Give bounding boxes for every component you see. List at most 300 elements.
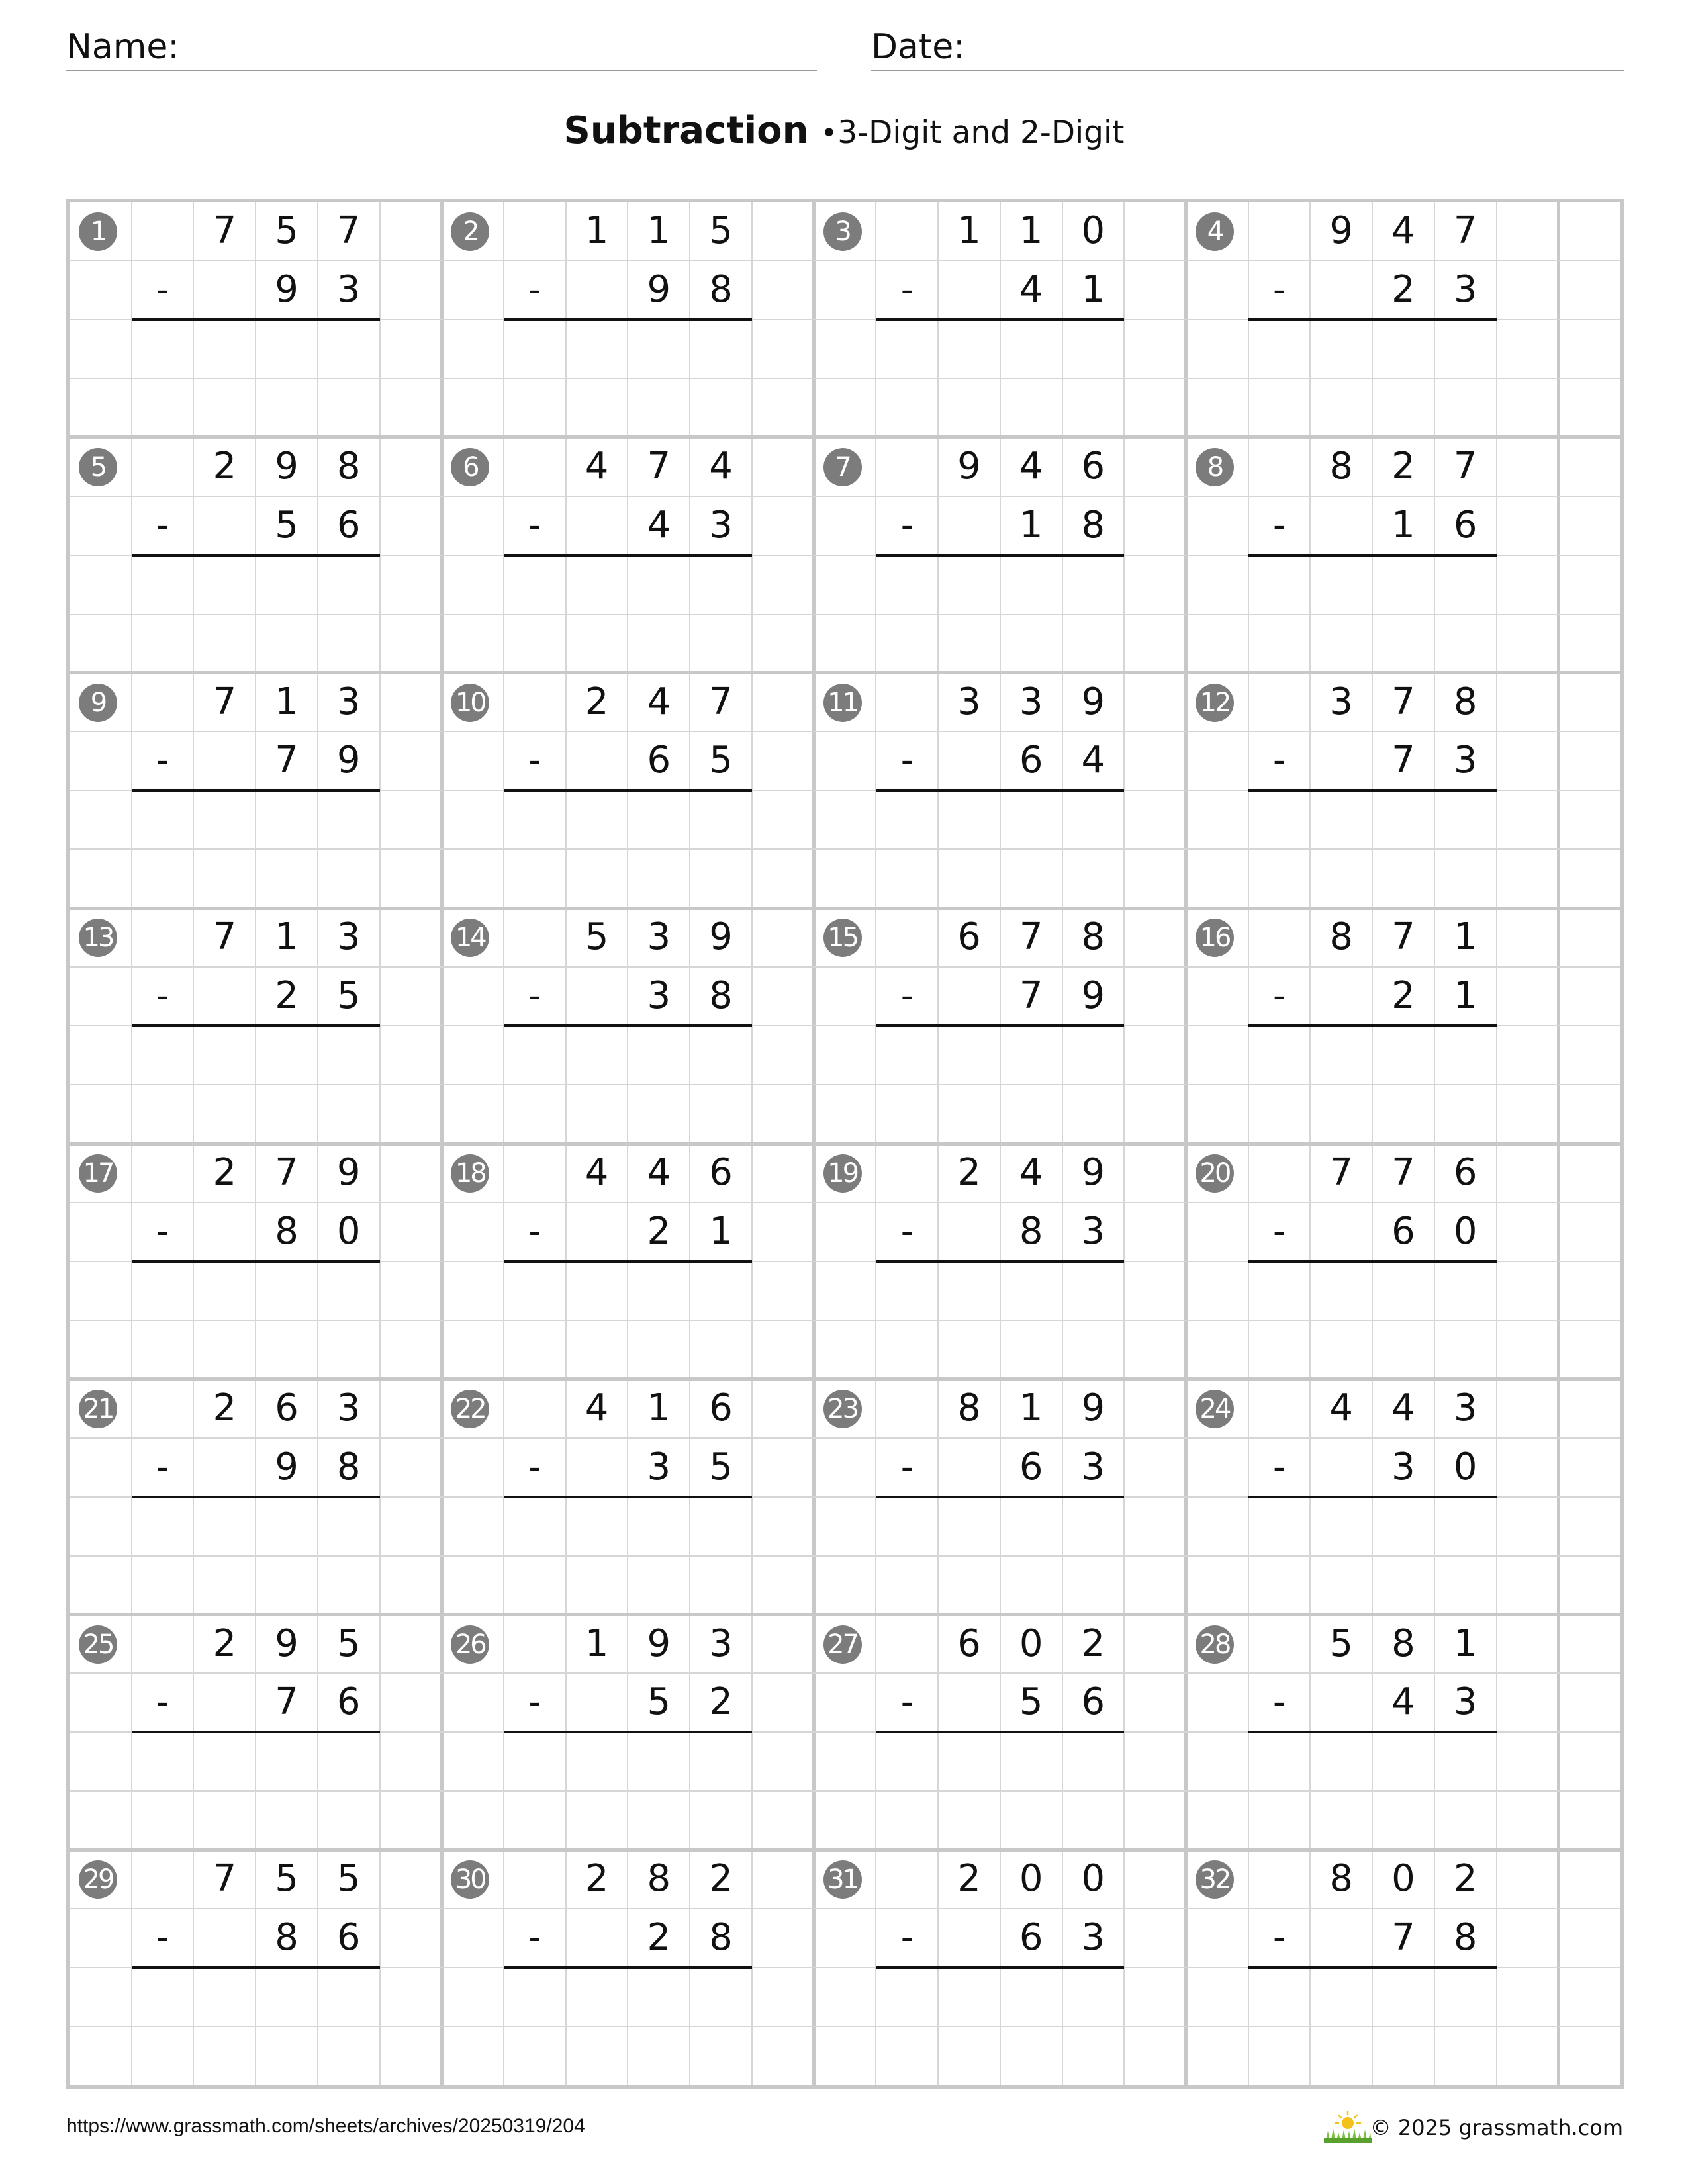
minuend-digit: 7 (275, 1151, 299, 1194)
minuend-digit: 7 (336, 209, 361, 252)
subtrahend-digit: 9 (275, 267, 299, 311)
title-bullet: • (820, 116, 838, 150)
minuend-digit: 2 (212, 1151, 237, 1194)
minuend-digit: 2 (957, 1857, 981, 1901)
minus-sign: - (1273, 1447, 1286, 1487)
problem-number-badge: 1 (79, 212, 117, 251)
minus-sign: - (900, 269, 914, 310)
subtrahend-digit: 9 (336, 739, 361, 782)
minuend-digit: 2 (1081, 1621, 1105, 1665)
minus-sign: - (900, 505, 914, 545)
problem-number-badge: 13 (79, 919, 117, 957)
minuend-digit: 6 (275, 1386, 299, 1430)
subtrahend-digit: 1 (1391, 503, 1415, 547)
minuend-digit: 9 (1329, 209, 1354, 252)
minuend-digit: 2 (709, 1857, 733, 1901)
minus-sign: - (900, 1918, 914, 1958)
subtrahend-digit: 2 (647, 1916, 671, 1960)
minuend-digit: 3 (647, 915, 671, 959)
problem-number-badge: 21 (79, 1390, 117, 1428)
subtrahend-digit: 3 (1453, 1680, 1477, 1724)
answer-area[interactable] (876, 790, 1124, 904)
minuend-digit: 5 (709, 209, 733, 252)
minuend-digit: 7 (1453, 209, 1477, 252)
minuend-digit: 8 (336, 444, 361, 488)
minuend-digit: 0 (1081, 1857, 1105, 1901)
subtrahend-digit: 1 (1019, 503, 1043, 547)
minus-sign: - (156, 505, 169, 545)
problem-grid (66, 199, 1624, 2089)
minuend-digit: 6 (1081, 444, 1105, 488)
subtrahend-digit: 0 (1453, 1209, 1477, 1253)
minuend-digit: 1 (275, 680, 299, 723)
problem-number-badge: 11 (823, 684, 862, 722)
answer-area[interactable] (132, 1261, 380, 1375)
answer-area[interactable] (876, 555, 1124, 669)
answer-area[interactable] (132, 790, 380, 904)
problem-31 (814, 1850, 1203, 2085)
problem-number-badge: 17 (79, 1154, 117, 1193)
problem-number-badge: 14 (451, 919, 489, 957)
minus-sign: - (528, 1447, 541, 1487)
answer-area[interactable] (1248, 1026, 1497, 1140)
minuend-digit: 5 (336, 1857, 361, 1901)
problem-15 (814, 908, 1203, 1144)
problem-6 (442, 437, 831, 673)
problem-27 (814, 1615, 1203, 1850)
problem-number-badge: 9 (79, 684, 117, 722)
answer-area[interactable] (504, 1026, 752, 1140)
minuend-digit: 4 (1391, 209, 1415, 252)
subtrahend-digit: 6 (1081, 1680, 1105, 1724)
answer-area[interactable] (876, 320, 1124, 433)
minuend-digit: 1 (585, 209, 609, 252)
minus-sign: - (900, 741, 914, 781)
minus-sign: - (156, 1682, 169, 1723)
subtrahend-digit: 6 (336, 503, 361, 547)
subtrahend-digit: 3 (709, 503, 733, 547)
minus-sign: - (1273, 1918, 1286, 1958)
subtrahend-digit: 5 (647, 1680, 671, 1724)
subtrahend-digit: 3 (1391, 1445, 1415, 1488)
subtrahend-digit: 6 (1019, 739, 1043, 782)
minus-sign: - (528, 976, 541, 1017)
answer-area[interactable] (504, 1497, 752, 1611)
problem-24 (1186, 1379, 1575, 1615)
subtrahend-digit: 4 (1019, 267, 1043, 311)
answer-area[interactable] (1248, 555, 1497, 669)
minuend-digit: 7 (1329, 1151, 1354, 1194)
minuend-digit: 5 (275, 1857, 299, 1901)
minuend-digit: 1 (1453, 915, 1477, 959)
answer-area[interactable] (132, 320, 380, 433)
worksheet-title (0, 105, 1688, 160)
minuend-digit: 4 (1019, 444, 1043, 488)
minuend-digit: 3 (957, 680, 981, 723)
minuend-digit: 7 (1453, 444, 1477, 488)
subtrahend-digit: 6 (336, 1680, 361, 1724)
answer-area[interactable] (504, 1968, 752, 2081)
answer-area[interactable] (876, 1497, 1124, 1611)
minuend-digit: 8 (1391, 1621, 1415, 1665)
minus-sign: - (156, 1211, 169, 1251)
date-label: Date: (871, 27, 965, 67)
problem-number-badge: 7 (823, 448, 862, 486)
answer-area[interactable] (876, 1026, 1124, 1140)
problem-12 (1186, 673, 1575, 909)
minuend-digit: 9 (1081, 1386, 1105, 1430)
answer-area[interactable] (1248, 1497, 1497, 1611)
problem-28 (1186, 1615, 1575, 1850)
answer-area[interactable] (1248, 790, 1497, 904)
minuend-digit: 2 (212, 1621, 237, 1665)
problem-number-badge: 5 (79, 448, 117, 486)
minus-sign: - (156, 741, 169, 781)
minuend-digit: 4 (585, 1151, 609, 1194)
subtrahend-digit: 5 (1019, 1680, 1043, 1724)
minuend-digit: 3 (336, 915, 361, 959)
problem-21 (70, 1379, 459, 1615)
problem-number-badge: 29 (79, 1860, 117, 1899)
problem-32 (1186, 1850, 1575, 2085)
subtrahend-digit: 8 (336, 1445, 361, 1488)
title-subtitle: 3-Digit and 2-Digit (837, 114, 1125, 151)
minuend-digit: 0 (1391, 1857, 1415, 1901)
subtrahend-digit: 8 (1453, 1916, 1477, 1960)
minuend-digit: 5 (275, 209, 299, 252)
problem-number-badge: 20 (1196, 1154, 1234, 1193)
minuend-digit: 4 (1329, 1386, 1354, 1430)
subtrahend-digit: 3 (1453, 739, 1477, 782)
minus-sign: - (900, 976, 914, 1017)
subtrahend-digit: 1 (1453, 974, 1477, 1018)
subtrahend-digit: 0 (336, 1209, 361, 1253)
minus-sign: - (1273, 505, 1286, 545)
subtrahend-digit: 2 (275, 974, 299, 1018)
grass-sun-logo-icon (1324, 2109, 1372, 2143)
subtrahend-digit: 9 (647, 267, 671, 311)
problem-number-badge: 22 (451, 1390, 489, 1428)
subtrahend-digit: 7 (1019, 974, 1043, 1018)
minuend-digit: 3 (336, 680, 361, 723)
problem-17 (70, 1144, 459, 1379)
problem-16 (1186, 908, 1575, 1144)
minuend-digit: 8 (647, 1857, 671, 1901)
minuend-digit: 8 (1329, 915, 1354, 959)
minuend-digit: 7 (1391, 680, 1415, 723)
minuend-digit: 6 (957, 1621, 981, 1665)
minuend-digit: 8 (957, 1386, 981, 1430)
minus-sign: - (528, 1682, 541, 1723)
subtrahend-digit: 3 (1453, 267, 1477, 311)
minuend-digit: 7 (1391, 915, 1415, 959)
problem-2 (442, 202, 831, 437)
minuend-digit: 8 (1081, 915, 1105, 959)
minus-sign: - (528, 1211, 541, 1251)
subtrahend-digit: 8 (275, 1209, 299, 1253)
problem-30 (442, 1850, 831, 2085)
subtrahend-digit: 8 (709, 974, 733, 1018)
problem-number-badge: 16 (1196, 919, 1234, 957)
footer-copyright: © 2025 grassmath.com (1370, 2115, 1623, 2140)
problem-number-badge: 4 (1196, 212, 1234, 251)
minuend-digit: 3 (336, 1386, 361, 1430)
minuend-digit: 8 (1329, 444, 1354, 488)
answer-area[interactable] (132, 1968, 380, 2081)
subtrahend-digit: 2 (709, 1680, 733, 1724)
subtrahend-digit: 6 (1019, 1445, 1043, 1488)
problem-19 (814, 1144, 1203, 1379)
subtrahend-digit: 8 (709, 267, 733, 311)
answer-area[interactable] (504, 790, 752, 904)
problem-18 (442, 1144, 831, 1379)
subtrahend-digit: 4 (647, 503, 671, 547)
problem-number-badge: 23 (823, 1390, 862, 1428)
subtrahend-digit: 8 (275, 1916, 299, 1960)
subtrahend-digit: 3 (336, 267, 361, 311)
minuend-digit: 7 (212, 915, 237, 959)
problem-number-badge: 19 (823, 1154, 862, 1193)
subtrahend-digit: 2 (647, 1209, 671, 1253)
problem-7 (814, 437, 1203, 673)
minuend-digit: 6 (1453, 1151, 1477, 1194)
subtrahend-digit: 7 (1391, 739, 1415, 782)
minuend-digit: 3 (1329, 680, 1354, 723)
subtrahend-digit: 5 (709, 1445, 733, 1488)
minuend-digit: 1 (1019, 1386, 1043, 1430)
minuend-digit: 1 (957, 209, 981, 252)
subtrahend-digit: 3 (1081, 1916, 1105, 1960)
subtrahend-digit: 7 (275, 739, 299, 782)
problem-4 (1186, 202, 1575, 437)
subtrahend-digit: 7 (275, 1680, 299, 1724)
minuend-digit: 7 (647, 444, 671, 488)
minuend-digit: 1 (647, 209, 671, 252)
subtrahend-digit: 4 (1391, 1680, 1415, 1724)
problem-number-badge: 15 (823, 919, 862, 957)
minuend-digit: 8 (1453, 680, 1477, 723)
minus-sign: - (1273, 269, 1286, 310)
problem-8 (1186, 437, 1575, 673)
minuend-digit: 9 (709, 915, 733, 959)
minuend-digit: 3 (1453, 1386, 1477, 1430)
answer-area[interactable] (876, 1732, 1124, 1846)
problem-number-badge: 30 (451, 1860, 489, 1899)
minus-sign: - (156, 1918, 169, 1958)
minuend-digit: 9 (1081, 680, 1105, 723)
minuend-digit: 8 (1329, 1857, 1354, 1901)
problem-26 (442, 1615, 831, 1850)
minuend-digit: 1 (585, 1621, 609, 1665)
minuend-digit: 6 (709, 1386, 733, 1430)
problem-9 (70, 673, 459, 909)
answer-area[interactable] (504, 555, 752, 669)
date-field[interactable] (871, 25, 1624, 71)
minus-sign: - (900, 1447, 914, 1487)
minuend-digit: 4 (709, 444, 733, 488)
minuend-digit: 1 (275, 915, 299, 959)
problem-14 (442, 908, 831, 1144)
problem-11 (814, 673, 1203, 909)
answer-area[interactable] (1248, 1968, 1497, 2081)
subtrahend-digit: 9 (275, 1445, 299, 1488)
problem-number-badge: 24 (1196, 1390, 1234, 1428)
minuend-digit: 1 (1453, 1621, 1477, 1665)
minuend-digit: 4 (647, 680, 671, 723)
minus-sign: - (528, 741, 541, 781)
problem-number-badge: 32 (1196, 1860, 1234, 1899)
subtrahend-digit: 6 (647, 739, 671, 782)
minuend-digit: 1 (647, 1386, 671, 1430)
minuend-digit: 9 (336, 1151, 361, 1194)
subtrahend-digit: 3 (647, 1445, 671, 1488)
subtrahend-digit: 1 (709, 1209, 733, 1253)
problem-number-badge: 28 (1196, 1625, 1234, 1664)
subtrahend-digit: 1 (1081, 267, 1105, 311)
subtrahend-digit: 8 (1019, 1209, 1043, 1253)
subtrahend-digit: 0 (1453, 1445, 1477, 1488)
minuend-digit: 2 (585, 680, 609, 723)
subtrahend-digit: 7 (1391, 1916, 1415, 1960)
minus-sign: - (1273, 976, 1286, 1017)
name-label: Name: (66, 27, 179, 67)
minus-sign: - (1273, 741, 1286, 781)
minuend-digit: 7 (212, 209, 237, 252)
problem-29 (70, 1850, 459, 2085)
problem-1 (70, 202, 459, 437)
problem-number-badge: 27 (823, 1625, 862, 1664)
minuend-digit: 2 (1391, 444, 1415, 488)
minuend-digit: 6 (709, 1151, 733, 1194)
problem-25 (70, 1615, 459, 1850)
subtrahend-digit: 8 (709, 1916, 733, 1960)
minus-sign: - (156, 976, 169, 1017)
name-field[interactable] (66, 25, 817, 71)
minus-sign: - (528, 269, 541, 310)
answer-area[interactable] (1248, 1732, 1497, 1846)
minuend-digit: 0 (1081, 209, 1105, 252)
minus-sign: - (528, 1918, 541, 1958)
problem-number-badge: 12 (1196, 684, 1234, 722)
problem-number-badge: 2 (451, 212, 489, 251)
problem-22 (442, 1379, 831, 1615)
minuend-digit: 9 (275, 444, 299, 488)
subtrahend-digit: 3 (647, 974, 671, 1018)
minuend-digit: 2 (1453, 1857, 1477, 1901)
minuend-digit: 2 (212, 444, 237, 488)
problem-number-badge: 6 (451, 448, 489, 486)
subtrahend-digit: 5 (709, 739, 733, 782)
problem-number-badge: 8 (1196, 448, 1234, 486)
minus-sign: - (156, 1447, 169, 1487)
minuend-digit: 0 (1019, 1621, 1043, 1665)
minuend-digit: 7 (212, 1857, 237, 1901)
answer-area[interactable] (504, 1732, 752, 1846)
minuend-digit: 5 (585, 915, 609, 959)
minus-sign: - (156, 269, 169, 310)
subtrahend-digit: 6 (1019, 1916, 1043, 1960)
minuend-digit: 4 (647, 1151, 671, 1194)
subtrahend-digit: 4 (1081, 739, 1105, 782)
problem-number-badge: 26 (451, 1625, 489, 1664)
answer-area[interactable] (504, 320, 752, 433)
subtrahend-digit: 5 (275, 503, 299, 547)
problem-10 (442, 673, 831, 909)
problem-number-badge: 18 (451, 1154, 489, 1193)
minuend-digit: 6 (957, 915, 981, 959)
subtrahend-digit: 6 (336, 1916, 361, 1960)
subtrahend-digit: 8 (1081, 503, 1105, 547)
answer-area[interactable] (1248, 320, 1497, 433)
subtrahend-digit: 2 (1391, 267, 1415, 311)
minuend-digit: 7 (1019, 915, 1043, 959)
minuend-digit: 4 (1391, 1386, 1415, 1430)
subtrahend-digit: 3 (1081, 1209, 1105, 1253)
minuend-digit: 3 (709, 1621, 733, 1665)
minuend-digit: 7 (1391, 1151, 1415, 1194)
minuend-digit: 1 (1019, 209, 1043, 252)
subtrahend-digit: 5 (336, 974, 361, 1018)
minus-sign: - (900, 1682, 914, 1723)
answer-area[interactable] (876, 1261, 1124, 1375)
subtrahend-digit: 9 (1081, 974, 1105, 1018)
minuend-digit: 4 (585, 1386, 609, 1430)
minuend-digit: 9 (647, 1621, 671, 1665)
answer-area[interactable] (132, 1732, 380, 1846)
minuend-digit: 5 (336, 1621, 361, 1665)
problem-20 (1186, 1144, 1575, 1379)
problem-number-badge: 10 (451, 684, 489, 722)
subtrahend-digit: 6 (1453, 503, 1477, 547)
problem-number-badge: 31 (823, 1860, 862, 1899)
answer-area[interactable] (1248, 1261, 1497, 1375)
answer-area[interactable] (132, 555, 380, 669)
problem-5 (70, 437, 459, 673)
minus-sign: - (1273, 1682, 1286, 1723)
minuend-digit: 7 (709, 680, 733, 723)
minuend-digit: 0 (1019, 1857, 1043, 1901)
minuend-digit: 9 (275, 1621, 299, 1665)
problem-13 (70, 908, 459, 1144)
answer-area[interactable] (876, 1968, 1124, 2081)
subtrahend-digit: 2 (1391, 974, 1415, 1018)
minus-sign: - (528, 505, 541, 545)
footer-url: https://www.grassmath.com/sheets/archives/20250319/204 (66, 2115, 585, 2137)
subtrahend-digit: 6 (1391, 1209, 1415, 1253)
answer-area[interactable] (504, 1261, 752, 1375)
problem-23 (814, 1379, 1203, 1615)
minuend-digit: 7 (212, 680, 237, 723)
minuend-digit: 2 (957, 1151, 981, 1194)
minuend-digit: 9 (957, 444, 981, 488)
answer-area[interactable] (132, 1497, 380, 1611)
problem-3 (814, 202, 1203, 437)
problem-number-badge: 3 (823, 212, 862, 251)
minuend-digit: 3 (1019, 680, 1043, 723)
minuend-digit: 4 (585, 444, 609, 488)
minuend-digit: 5 (1329, 1621, 1354, 1665)
minuend-digit: 4 (1019, 1151, 1043, 1194)
minuend-digit: 2 (212, 1386, 237, 1430)
subtrahend-digit: 3 (1081, 1445, 1105, 1488)
title-main: Subtraction (563, 109, 809, 152)
minus-sign: - (900, 1211, 914, 1251)
problem-number-badge: 25 (79, 1625, 117, 1664)
name-date-row (66, 25, 1624, 70)
answer-area[interactable] (132, 1026, 380, 1140)
minuend-digit: 2 (585, 1857, 609, 1901)
minus-sign: - (1273, 1211, 1286, 1251)
